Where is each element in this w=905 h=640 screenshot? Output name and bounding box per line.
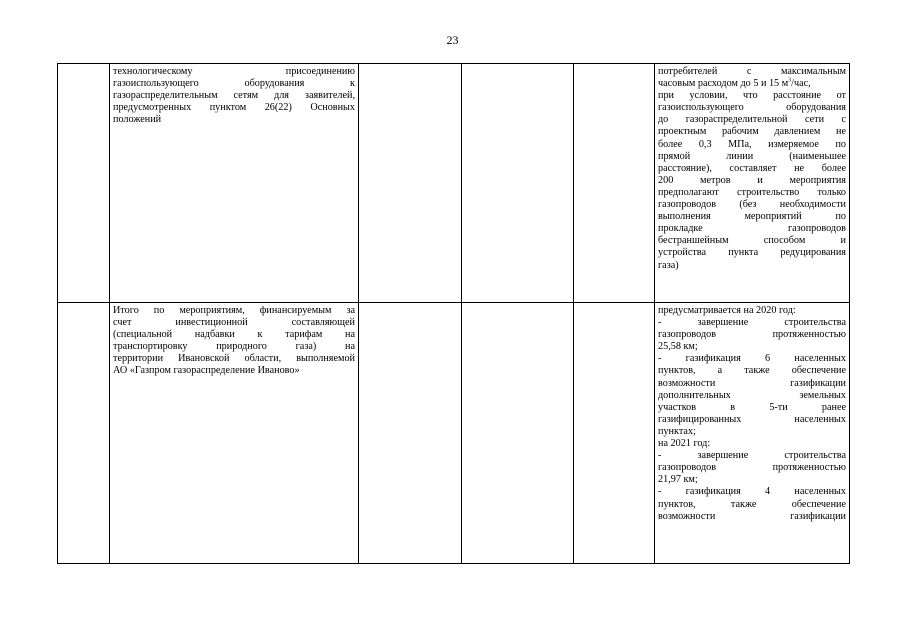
page-number: 23 (446, 33, 459, 47)
empty-cell (574, 64, 655, 303)
text-line: прямой линии (наименьшее (658, 150, 846, 162)
text-line: - газификация 4 населенных (658, 486, 846, 498)
text-line: газораспределительным сетям для заявителей, (113, 90, 355, 102)
text-line: проектным рабочим давлением не (658, 126, 846, 138)
text-line: расстояние), составляет не более (658, 162, 846, 174)
text-line: территории Ивановской области, выполняемой (113, 353, 355, 365)
text-line: 25,58 км; (658, 341, 698, 353)
measure-name-cell (110, 303, 359, 564)
empty-cell (359, 303, 462, 564)
superscript: 3 (788, 77, 792, 84)
text-line: устройства пункта редуцирования (658, 247, 846, 259)
text-line: на 2021 год: (658, 438, 711, 450)
text-line: Итого по мероприятиям, финансируемым за (113, 305, 355, 316)
text-line: газа) (658, 259, 679, 271)
text-line: 200 метров и мероприятия (658, 174, 846, 186)
text-line: потребителей с максимальным (658, 66, 846, 77)
text-line: - завершение строительства (658, 450, 846, 462)
empty-cell (462, 303, 574, 564)
text-line: - газификация 6 населенных (658, 353, 846, 365)
row-number-cell (58, 303, 110, 564)
empty-cell (359, 64, 462, 303)
text-line: при условии, что расстояние от (658, 90, 846, 102)
text-line: дополнительных земельных (658, 389, 846, 401)
text-line: возможности газификации (658, 510, 846, 522)
text-line: - завершение строительства (658, 317, 846, 329)
text-line: транспортировку природного газа) на (113, 341, 355, 353)
text-line: технологическому присоединению (113, 66, 355, 77)
text-line: предполагают строительство только (658, 186, 846, 198)
text-line: пунктах; (658, 425, 696, 437)
measures-table (57, 63, 850, 564)
text-line: АО «Газпром газораспределение Иваново» (113, 365, 300, 377)
text-line: до газораспределительной сети с (658, 114, 846, 126)
text-line: пунктов, а также обеспечение (658, 365, 846, 377)
text-line: газоиспользующего оборудования к (113, 78, 355, 90)
text-line: участков в 5-ти ранее (658, 401, 846, 413)
measure-name-cell (110, 64, 359, 303)
text-line: бестраншейным способом и (658, 235, 846, 247)
table-row (58, 64, 850, 303)
text-line: возможности газификации (658, 377, 846, 389)
text-line: газопроводов (без необходимости (658, 199, 846, 211)
empty-cell (462, 64, 574, 303)
row-number-cell (58, 64, 110, 303)
text-line: газифицированных населенных (658, 413, 846, 425)
text-line: предусмотренных пунктом 26(22) Основных (113, 102, 355, 114)
text-line: выполнения мероприятий по (658, 211, 846, 223)
text-line: (специальной надбавки к тарифам на (113, 329, 355, 341)
text-line: пунктов, также обеспечение (658, 498, 846, 510)
table-row (58, 303, 850, 564)
description-cell (655, 303, 850, 564)
text-line: газопроводов протяженностью (658, 462, 846, 474)
flow-unit: /час, (791, 78, 811, 90)
description-cell (655, 64, 850, 303)
text-line: газоиспользующего оборудования (658, 102, 846, 114)
text-line: предусматривается на 2020 год: (658, 305, 796, 316)
text-line: 21,97 км; (658, 474, 698, 486)
text-line: прокладке газопроводов (658, 223, 846, 235)
empty-cell (574, 303, 655, 564)
text-line: более 0,3 МПа, измеряемое по (658, 138, 846, 150)
text-line: положений (113, 114, 162, 126)
text-line: счет инвестиционной составляющей (113, 317, 355, 329)
flow-text: часовым расходом до 5 и 15 м (658, 78, 789, 90)
text-line (658, 78, 846, 90)
text-line: газопроводов протяженностью (658, 329, 846, 341)
